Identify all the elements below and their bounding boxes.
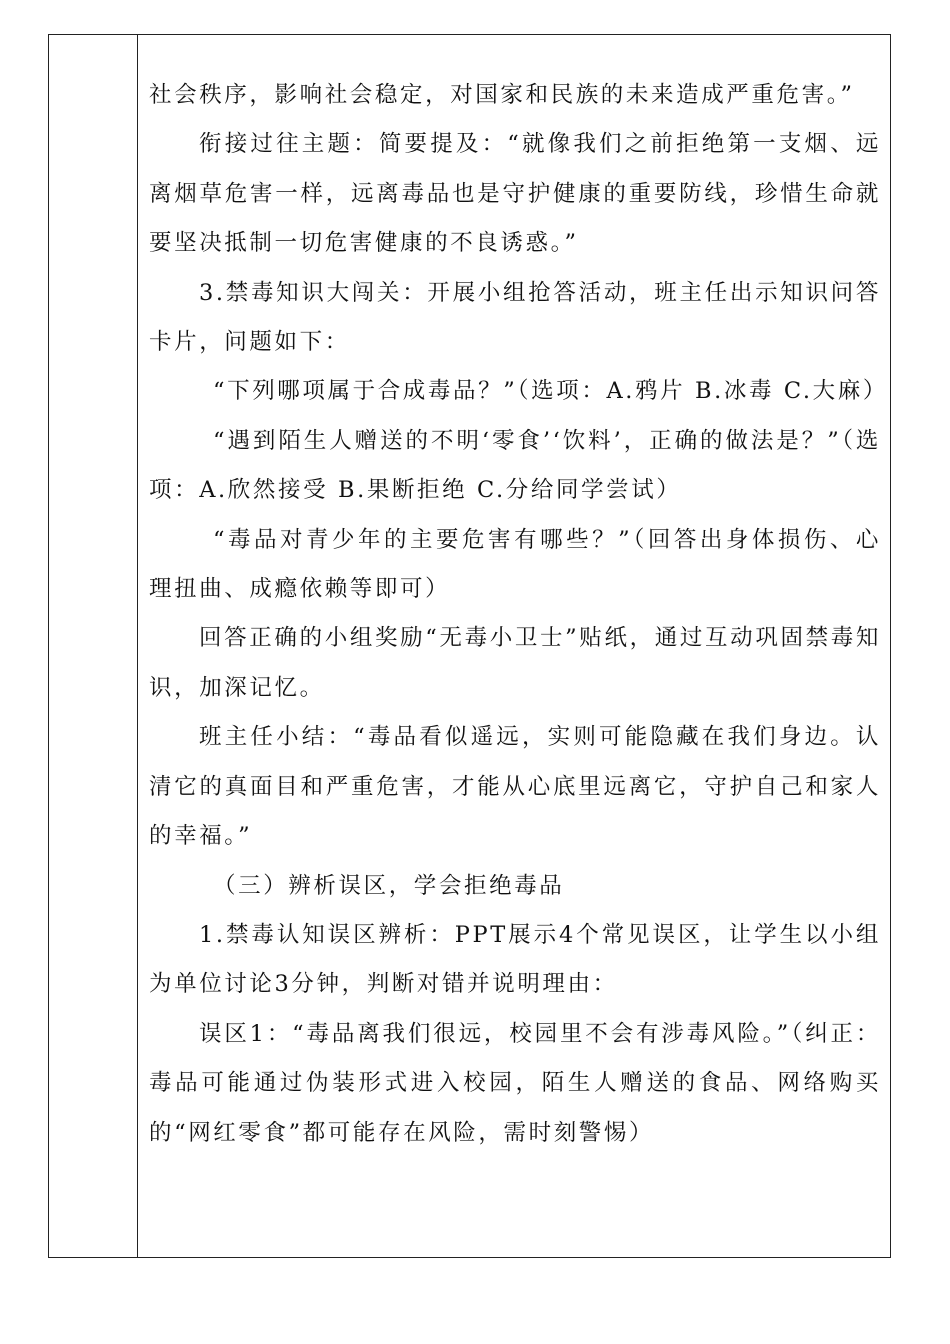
table-left-column: [49, 35, 138, 1257]
paragraph-social-harm: 社会秩序，影响社会稳定，对国家和民族的未来造成严重危害。”: [149, 82, 855, 108]
table-content-cell: [149, 71, 888, 1158]
paragraph-quiz-intro: 3.禁毒知识大闯关：开展小组抢答活动，班主任出示知识问答卡片，问题如下：: [149, 279, 881, 356]
paragraph-question-2: “遇到陌生人赠送的不明‘零食’‘饮料’，正确的做法是？”（选项：A.欣然接受 B.果断拒绝 C.分给同学尝试）: [149, 427, 881, 504]
paragraph-question-3: “毒品对青少年的主要危害有哪些？”（回答出身体损伤、心理扭曲、成瘾依赖等即可）: [149, 526, 881, 603]
paragraph-teacher-summary: 班主任小结：“毒品看似遥远，实则可能隐藏在我们身边。认清它的真面目和严重危害，才能从心底里远离它，守护自己和家人的幸福。”: [149, 724, 881, 850]
paragraph-misconception-1: 误区1：“毒品离我们很远，校园里不会有涉毒风险。”（纠正：毒品可能通过伪装形式进入校园，陌生人赠送的食品、网络购买的“网红零食”都可能存在风险，需时刻警惕）: [149, 1020, 881, 1146]
paragraph-question-1: “下列哪项属于合成毒品？”（选项：A.鸦片 B.冰毒 C.大麻）: [213, 378, 888, 405]
paragraph-link-past-theme: 衔接过往主题：简要提及：“就像我们之前拒绝第一支烟、远离烟草危害一样，远离毒品也是守护健康的重要防线，珍惜生命就要坚决抵制一切危害健康的不良诱惑。”: [149, 131, 881, 257]
paragraph-reward: 回答正确的小组奖励“无毒小卫士”贴纸，通过互动巩固禁毒知识，加深记忆。: [149, 625, 881, 701]
section-heading-misconceptions: （三）辨析误区，学会拒绝毒品: [213, 872, 565, 899]
paragraph-misconception-activity: 1.禁毒认知误区辨析：PPT展示4个常见误区，让学生以小组为单位讨论3分钟，判断对错并说明理由：: [149, 921, 881, 998]
lesson-plan-table: [48, 34, 891, 1258]
